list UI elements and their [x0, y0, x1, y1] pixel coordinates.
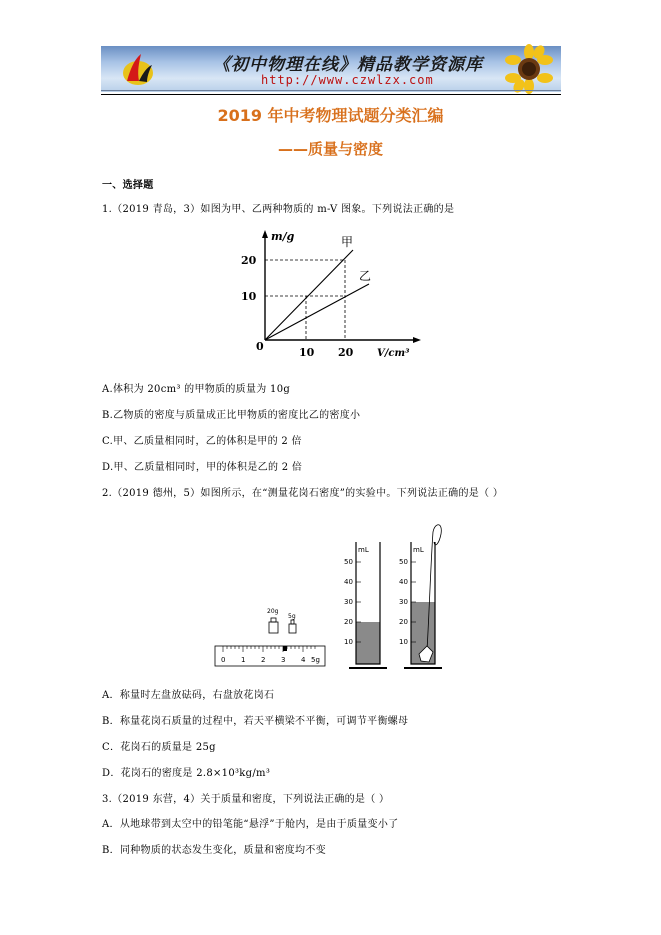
q1-option-c: C.甲、乙质量相同时，乙的体积是甲的 2 倍 [102, 436, 302, 447]
q2-balance-cylinder-figure [213, 518, 443, 673]
svg-text:40: 40 [344, 578, 353, 586]
svg-text:40: 40 [399, 578, 408, 586]
site-logo [121, 51, 155, 87]
line-yi-label: 乙 [359, 269, 372, 283]
sunflower-image [497, 46, 557, 92]
q2-stem: 2.（2019 德州，5）如图所示，在“测量花岗石密度”的实验中。下列说法正确的是（ ） [102, 488, 504, 499]
ruler-tick-4: 4 [301, 656, 306, 664]
y-tick-20: 20 [241, 254, 257, 267]
q2-option-a: A．称量时左盘放砝码，右盘放花岗石 [102, 690, 275, 701]
header-banner [101, 46, 561, 92]
svg-text:20: 20 [344, 618, 353, 626]
svg-text:10: 10 [399, 638, 408, 646]
header-rule [101, 94, 561, 95]
q3-option-b: B．同种物质的状态发生变化，质量和密度均不变 [102, 845, 326, 856]
svg-text:30: 30 [399, 598, 408, 606]
q3-option-a: A．从地球带到太空中的铅笔能“悬浮”于舱内，是由于质量变小了 [102, 819, 399, 830]
cylinder-water-only [344, 542, 387, 668]
ruler-tick-2: 2 [261, 656, 266, 664]
x-tick-10: 10 [299, 346, 315, 359]
cylinder-with-stone [399, 525, 442, 668]
ruler-tick-5g: 5g [311, 656, 320, 664]
document-subtitle: ——质量与密度 [277, 140, 383, 158]
y-tick-10: 10 [241, 290, 257, 303]
svg-text:mL: mL [413, 546, 424, 554]
svg-text:20: 20 [399, 618, 408, 626]
svg-text:30: 30 [344, 598, 353, 606]
beam-scale [215, 646, 325, 666]
q1-option-b: B.乙物质的密度与质量成正比甲物质的密度比乙的密度小 [102, 410, 361, 421]
line-yi [265, 284, 369, 340]
svg-text:10: 10 [344, 638, 353, 646]
svg-text:50: 50 [344, 558, 353, 566]
q2-option-d: D．花岗石的密度是 2.8×10³kg/m³ [102, 768, 271, 779]
q2-option-c: C．花岗石的质量是 25g [102, 742, 216, 753]
weight-5g [289, 620, 296, 633]
x-axis-label: V/cm³ [377, 348, 410, 359]
svg-text:50: 50 [399, 558, 408, 566]
origin-label: 0 [256, 340, 264, 353]
q1-option-a: A.体积为 20cm³ 的甲物质的质量为 10g [102, 384, 291, 395]
q2-option-b: B．称量花岗石质量的过程中，若天平横梁不平衡，可调节平衡螺母 [102, 716, 409, 727]
q3-stem: 3.（2019 东营，4）关于质量和密度，下列说法正确的是（ ） [102, 794, 390, 805]
line-jia [265, 250, 353, 340]
rider [283, 646, 287, 651]
line-jia-label: 甲 [341, 235, 354, 249]
weight-20g [269, 618, 278, 633]
weight-5g-label: 5g [288, 613, 296, 620]
ruler-tick-0: 0 [221, 656, 226, 664]
y-axis-label: m/g [271, 230, 295, 243]
ruler-tick-1: 1 [241, 656, 246, 664]
q1-option-d: D.甲、乙质量相同时，甲的体积是乙的 2 倍 [102, 462, 303, 473]
section-heading: 一、选择题 [102, 180, 154, 191]
q1-mass-volume-graph [241, 228, 425, 360]
document-title: 2019 年中考物理试题分类汇编 [217, 106, 444, 125]
banner-url[interactable]: http://www.czwlzx.com [261, 73, 434, 87]
weight-20g-label: 20g [267, 608, 279, 615]
banner-title: 《初中物理在线》精品教学资源库 [213, 55, 483, 75]
svg-text:mL: mL [358, 546, 369, 554]
x-tick-20: 20 [338, 346, 354, 359]
q1-stem: 1.（2019 青岛，3）如图为甲、乙两种物质的 m-V 图象。下列说法正确的是 [102, 204, 455, 215]
ruler-tick-3: 3 [281, 656, 286, 664]
